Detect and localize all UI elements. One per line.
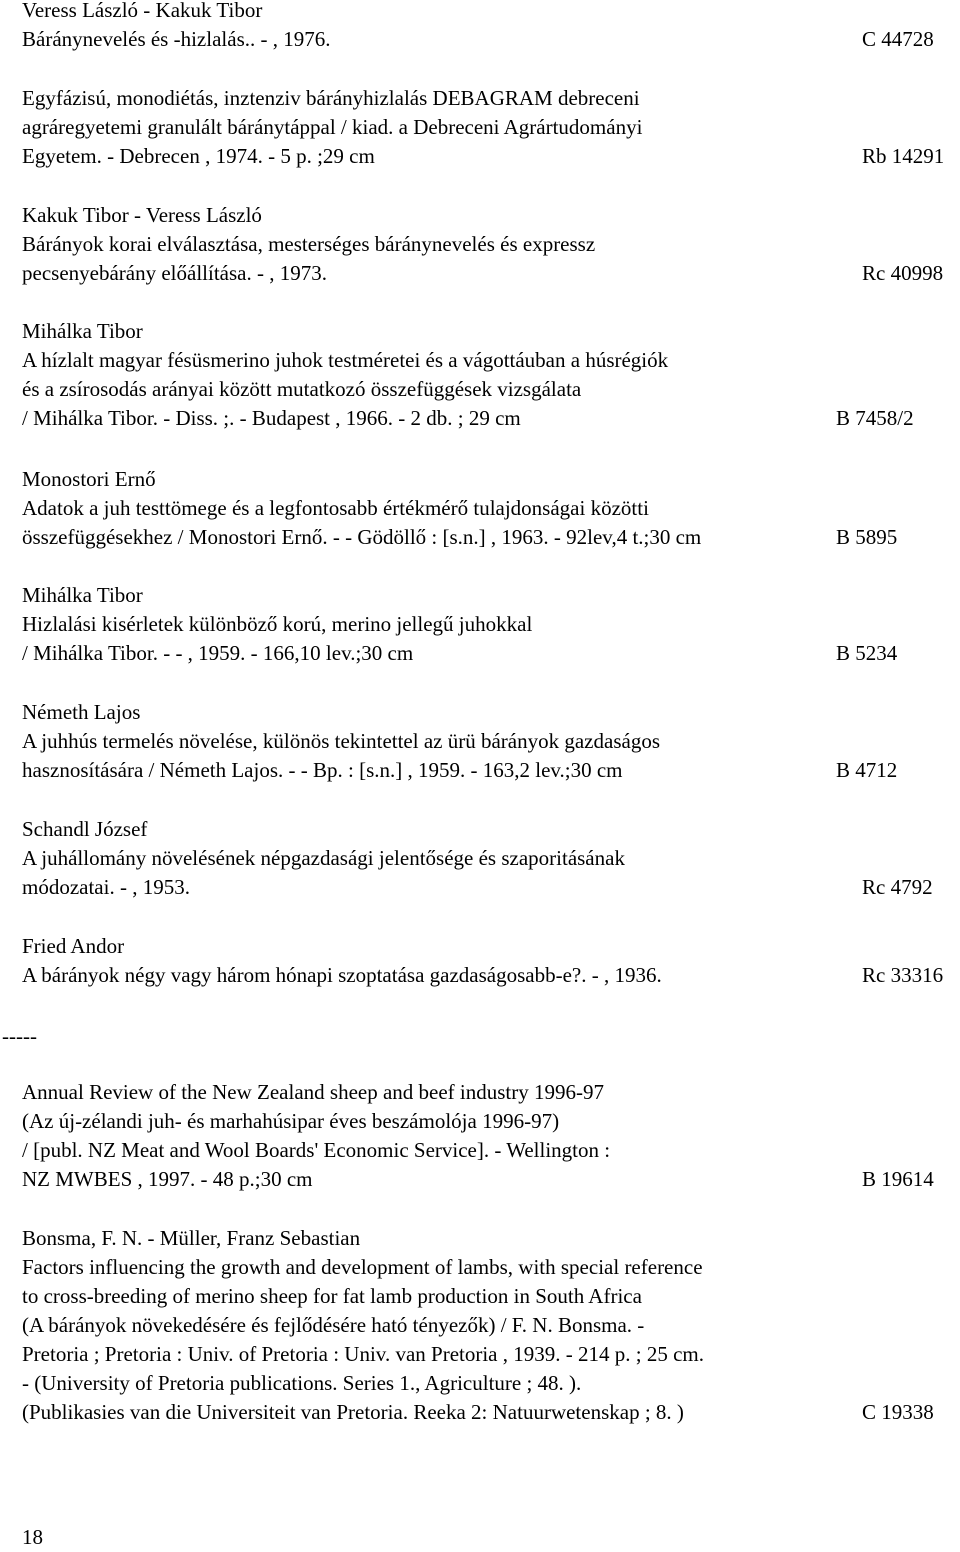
entry-line: hasznosítására / Németh Lajos. - - Bp. : [s.n.] , 1959. - 163,2 lev.;30 cm xyxy=(22,758,623,782)
entry-line: Factors influencing the growth and development of lambs, with special reference xyxy=(22,1255,703,1279)
entry-line: Annual Review of the New Zealand sheep and beef industry 1996-97 xyxy=(22,1080,604,1104)
entry-line: Mihálka Tibor xyxy=(22,583,143,607)
entry-line: Báránynevelés és -hizlalás.. - , 1976. xyxy=(22,27,331,51)
entry-line: Monostori Ernő xyxy=(22,467,156,491)
bibliography-entry xyxy=(22,815,952,902)
entry-line: Egyfázisú, monodiétás, inztenziv bárányhizlalás DEBAGRAM debreceni xyxy=(22,86,640,110)
entry-line: / Mihálka Tibor. - - , 1959. - 166,10 lev.;30 cm xyxy=(22,641,414,665)
bibliography-entry xyxy=(22,698,952,785)
bibliography-entry xyxy=(22,932,952,990)
entry-line: Hizlalási kisérletek különböző korú, merino jellegű juhokkal xyxy=(22,612,533,636)
call-number: Rc 4792 xyxy=(862,875,933,899)
bibliography-entry xyxy=(22,0,952,54)
call-number: B 5895 xyxy=(836,525,898,549)
entry-line: / Mihálka Tibor. - Diss. ;. - Budapest , 1966. - 2 db. ; 29 cm xyxy=(22,406,521,430)
entry-line: (Az új-zélandi juh- és marhahúsipar éves beszámolója 1996-97) xyxy=(22,1109,560,1133)
bibliography-entry xyxy=(22,201,952,288)
entry-line: A hízlalt magyar fésüsmerino juhok testméretei és a vágottáuban a húsrégiók xyxy=(22,348,669,372)
bibliography-entry xyxy=(22,465,952,552)
call-number: C 44728 xyxy=(862,27,934,51)
entry-line: Pretoria ; Pretoria : Univ. of Pretoria : Univ. van Pretoria , 1939. - 214 p. ; 25 cm. xyxy=(22,1342,704,1366)
bibliography-entry xyxy=(22,317,952,433)
call-number: B 4712 xyxy=(836,758,898,782)
entry-line: Kakuk Tibor - Veress László xyxy=(22,203,262,227)
bibliography-entry xyxy=(22,84,952,171)
entry-line: Bonsma, F. N. - Müller, Franz Sebastian xyxy=(22,1226,361,1250)
entry-line: Bárányok korai elválasztása, mesterséges báránynevelés és expressz xyxy=(22,232,596,256)
page-number: 18 xyxy=(22,1525,43,1549)
entry-line: összefüggésekhez / Monostori Ernő. - - Gödöllő : [s.n.] , 1963. - 92lev,4 t.;30 cm xyxy=(22,525,702,549)
bibliography-entry xyxy=(22,581,952,668)
entry-line: módozatai. - , 1953. xyxy=(22,875,190,899)
entry-line: A juhhús termelés növelése, különös tekintettel az ürü bárányok gazdaságos xyxy=(22,729,660,753)
entry-line: / [publ. NZ Meat and Wool Boards' Economic Service]. - Wellington : xyxy=(22,1138,611,1162)
entry-line: Adatok a juh testtömege és a legfontosabb értékmérő tulajdonságai közötti xyxy=(22,496,649,520)
entry-line: to cross-breeding of merino sheep for fat lamb production in South Africa xyxy=(22,1284,642,1308)
call-number: C 19338 xyxy=(862,1400,934,1424)
entry-line: Fried Andor xyxy=(22,934,125,958)
call-number: Rc 40998 xyxy=(862,261,944,285)
call-number: Rc 33316 xyxy=(862,963,944,987)
entry-line: Veress László - Kakuk Tibor xyxy=(22,0,263,22)
entry-line: (A bárányok növekedésére és fejlődésére ható tényezők) / F. N. Bonsma. - xyxy=(22,1313,645,1337)
entry-line: agráregyetemi granulált báránytáppal / kiad. a Debreceni Agrártudományi xyxy=(22,115,643,139)
bibliography-entry xyxy=(22,1224,952,1427)
entry-line: A juhállomány növelésének népgazdasági jelentősége és szaporitásának xyxy=(22,846,625,870)
entry-line: NZ MWBES , 1997. - 48 p.;30 cm xyxy=(22,1167,313,1191)
call-number: B 5234 xyxy=(836,641,898,665)
section-separator: ----- xyxy=(2,1024,37,1048)
entry-line: Németh Lajos xyxy=(22,700,141,724)
entry-line: Schandl József xyxy=(22,817,148,841)
entry-line: - (University of Pretoria publications. Series 1., Agriculture ; 48. ). xyxy=(22,1371,582,1395)
entry-line: pecsenyebárány előállítása. - , 1973. xyxy=(22,261,327,285)
entry-line: Mihálka Tibor xyxy=(22,319,143,343)
entry-line: és a zsírosodás arányai között mutatkozó összefüggések vizsgálata xyxy=(22,377,582,401)
call-number: Rb 14291 xyxy=(862,144,945,168)
entry-line: Egyetem. - Debrecen , 1974. - 5 p. ;29 cm xyxy=(22,144,375,168)
call-number: B 7458/2 xyxy=(836,406,914,430)
call-number: B 19614 xyxy=(862,1167,934,1191)
entry-line: A bárányok négy vagy három hónapi szoptatása gazdaságosabb-e?. - , 1936. xyxy=(22,963,662,987)
bibliography-entry xyxy=(22,1078,952,1194)
entry-line: (Publikasies van die Universiteit van Pretoria. Reeka 2: Natuurwetenskap ; 8. ) xyxy=(22,1400,684,1424)
